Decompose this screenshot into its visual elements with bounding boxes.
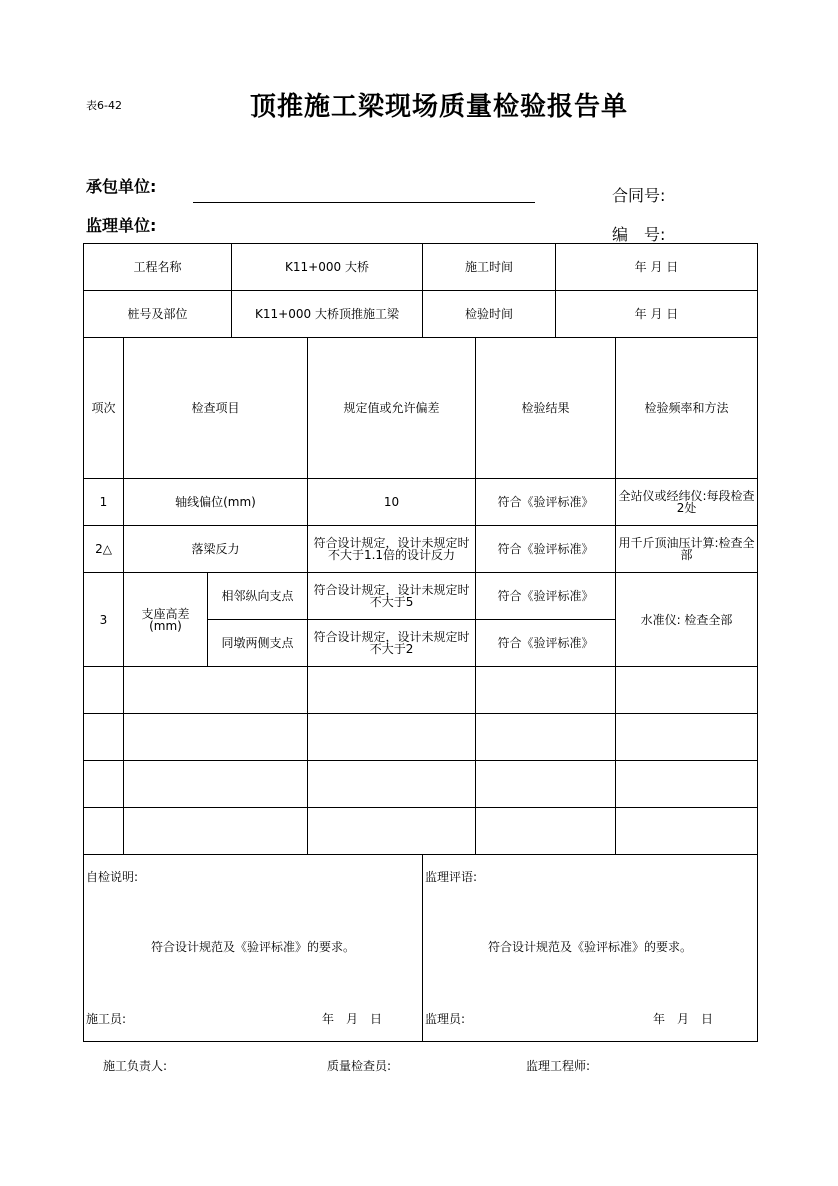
row-method: 用千斤顶油压计算:检查全部 <box>616 526 758 573</box>
row-spec: 符合设计规定，设计未规定时不大于5 <box>308 573 476 620</box>
inspection-time-label: 检验时间 <box>423 291 556 338</box>
row-no: 1 <box>84 479 124 526</box>
row-no: 2△ <box>84 526 124 573</box>
header-result: 检验结果 <box>476 338 616 479</box>
row-item: 支座高差(mm) <box>124 573 208 667</box>
row-subitem: 相邻纵向支点 <box>208 573 308 620</box>
self-check-cell <box>84 855 423 1042</box>
project-name-label: 工程名称 <box>84 244 232 291</box>
table-header-row <box>84 338 758 479</box>
contractor-label: 承包单位: <box>86 177 157 196</box>
form-number: 表6-42 <box>86 99 122 112</box>
serial-no-label: 编 号: <box>612 225 666 244</box>
table-row <box>84 526 758 573</box>
header-spec: 规定值或允许偏差 <box>308 338 476 479</box>
contractor-underline <box>193 202 535 203</box>
empty-row <box>84 667 758 714</box>
header-no: 项次 <box>84 338 124 479</box>
supervising-engineer-label: 监理工程师: <box>526 1059 591 1073</box>
station-label: 桩号及部位 <box>84 291 232 338</box>
project-info-table <box>83 243 758 338</box>
construction-time-label: 施工时间 <box>423 244 556 291</box>
supervision-label: 监理评语: <box>425 870 478 884</box>
self-check-date: 年 月 日 <box>322 1012 383 1026</box>
header-method: 检验频率和方法 <box>616 338 758 479</box>
row-spec: 10 <box>308 479 476 526</box>
inspection-time: 年 月 日 <box>556 291 758 338</box>
page-title: 顶推施工梁现场质量检验报告单 <box>250 92 629 122</box>
supervisor-label: 监理单位: <box>86 216 157 235</box>
supervision-date: 年 月 日 <box>653 1012 714 1026</box>
quality-inspector-label: 质量检查员: <box>327 1059 392 1073</box>
row-method: 水准仪: 检查全部 <box>616 573 758 667</box>
row-result: 符合《验评标准》 <box>476 479 616 526</box>
row-spec: 符合设计规定，设计未规定时不大于1.1倍的设计反力 <box>308 526 476 573</box>
self-check-signer: 施工员: <box>86 1012 127 1026</box>
row-item: 轴线偏位(mm) <box>124 479 308 526</box>
table-row <box>84 479 758 526</box>
self-check-text: 符合设计规范及《验评标准》的要求。 <box>150 940 355 954</box>
empty-row <box>84 761 758 808</box>
supervision-signer: 监理员: <box>425 1012 466 1026</box>
empty-row <box>84 714 758 761</box>
row-subitem: 同墩两侧支点 <box>208 620 308 667</box>
project-name: K11+000 大桥 <box>232 244 423 291</box>
row-result: 符合《验评标准》 <box>476 526 616 573</box>
contract-no-label: 合同号: <box>612 186 666 205</box>
row-result: 符合《验评标准》 <box>476 573 616 620</box>
empty-row <box>84 808 758 855</box>
row-item: 落梁反力 <box>124 526 308 573</box>
row-method: 全站仪或经纬仪:每段检查2处 <box>616 479 758 526</box>
header-item: 检查项目 <box>124 338 308 479</box>
remarks-table <box>83 854 758 1042</box>
row-spec: 符合设计规定，设计未规定时不大于2 <box>308 620 476 667</box>
construction-lead-label: 施工负责人: <box>103 1059 168 1073</box>
construction-time: 年 月 日 <box>556 244 758 291</box>
supervision-cell <box>423 855 758 1042</box>
inspection-items-table <box>83 337 758 855</box>
table-row <box>84 573 758 620</box>
row-no: 3 <box>84 573 124 667</box>
station: K11+000 大桥顶推施工梁 <box>232 291 423 338</box>
self-check-label: 自检说明: <box>86 870 139 884</box>
row-result: 符合《验评标准》 <box>476 620 616 667</box>
supervision-text: 符合设计规范及《验评标准》的要求。 <box>487 940 692 954</box>
